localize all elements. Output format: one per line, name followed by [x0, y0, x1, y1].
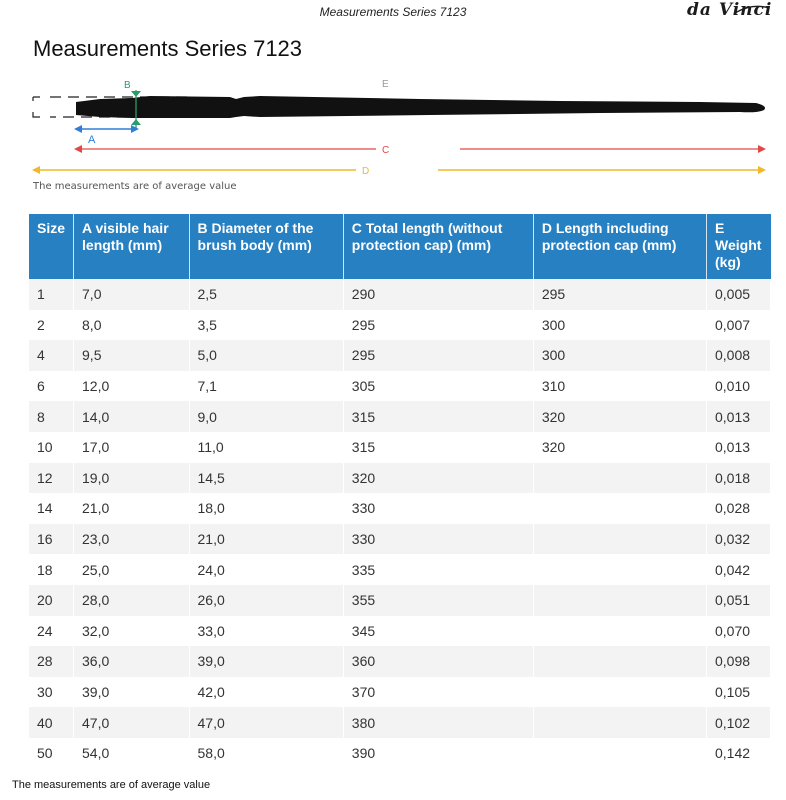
table-cell: 24,0 [189, 554, 343, 585]
table-cell: 23,0 [74, 524, 189, 555]
table-cell: 0,051 [707, 585, 771, 616]
table-cell: 50 [29, 738, 74, 769]
table-row [29, 371, 771, 402]
table-cell: 24 [29, 616, 74, 647]
table-cell: 0,142 [707, 738, 771, 769]
table-row [29, 646, 771, 677]
table-cell: 21,0 [189, 524, 343, 555]
table-cell: 9,0 [189, 401, 343, 432]
table-cell [533, 493, 706, 524]
table-row [29, 554, 771, 585]
table-cell: 0,007 [707, 310, 771, 341]
table-cell: 6 [29, 371, 74, 402]
table-row [29, 585, 771, 616]
table-cell: 295 [533, 279, 706, 310]
label-d: D [362, 166, 370, 177]
table-cell: 310 [533, 371, 706, 402]
table-cell: 1 [29, 279, 74, 310]
table-cell: 17,0 [74, 432, 189, 463]
table-row [29, 401, 771, 432]
table-cell: 19,0 [74, 463, 189, 494]
brand-logo: da Vinci [687, 0, 773, 20]
table-row [29, 738, 771, 769]
table-cell: 18,0 [189, 493, 343, 524]
table-cell [533, 463, 706, 494]
table-row [29, 310, 771, 341]
table-cell: 30 [29, 677, 74, 708]
table-cell: 0,070 [707, 616, 771, 647]
table-cell: 355 [343, 585, 533, 616]
table-cell: 300 [533, 310, 706, 341]
dimension-d-arrow [32, 166, 766, 174]
table-cell [533, 738, 706, 769]
table-cell: 8,0 [74, 310, 189, 341]
column-header: B Diameter of the brush body (mm) [189, 214, 343, 279]
table-cell: 320 [533, 432, 706, 463]
table-row [29, 432, 771, 463]
table-cell: 54,0 [74, 738, 189, 769]
table-cell: 36,0 [74, 646, 189, 677]
table-row [29, 340, 771, 371]
table-cell: 295 [343, 340, 533, 371]
table-cell: 32,0 [74, 616, 189, 647]
column-header: D Length including protection cap (mm) [533, 214, 706, 279]
table-cell: 14,0 [74, 401, 189, 432]
table-cell: 14,5 [189, 463, 343, 494]
measurements-table [29, 214, 771, 769]
table-cell: 47,0 [74, 707, 189, 738]
column-header: C Total length (without protection cap) (mm) [343, 214, 533, 279]
dimension-a-arrow [74, 125, 139, 133]
table-cell: 0,013 [707, 432, 771, 463]
table-cell: 0,018 [707, 463, 771, 494]
table-row [29, 463, 771, 494]
dimension-c-arrow [74, 145, 766, 153]
table-cell: 10 [29, 432, 74, 463]
table-cell: 315 [343, 401, 533, 432]
table-cell: 12,0 [74, 371, 189, 402]
table-row [29, 279, 771, 310]
table-cell: 320 [533, 401, 706, 432]
table-cell: 320 [343, 463, 533, 494]
table-cell: 315 [343, 432, 533, 463]
table-cell: 0,042 [707, 554, 771, 585]
table-cell: 39,0 [74, 677, 189, 708]
footer-note: The measurements are of average value [12, 779, 211, 791]
table-cell: 58,0 [189, 738, 343, 769]
table-cell: 390 [343, 738, 533, 769]
column-header: E Weight (kg) [707, 214, 771, 279]
table-cell: 4 [29, 340, 74, 371]
table-cell: 0,032 [707, 524, 771, 555]
table-cell: 5,0 [189, 340, 343, 371]
table-row [29, 524, 771, 555]
table-cell: 25,0 [74, 554, 189, 585]
header-title: Measurements Series 7123 [319, 5, 467, 19]
table-cell: 330 [343, 524, 533, 555]
label-a: A [88, 134, 96, 146]
table-cell: 7,0 [74, 279, 189, 310]
table-cell: 0,010 [707, 371, 771, 402]
table-row [29, 616, 771, 647]
table-cell: 8 [29, 401, 74, 432]
table-cell: 0,008 [707, 340, 771, 371]
table-row [29, 493, 771, 524]
table-cell: 40 [29, 707, 74, 738]
label-e: E [382, 79, 389, 90]
table-cell: 33,0 [189, 616, 343, 647]
label-c: C [382, 145, 390, 156]
table-cell: 0,102 [707, 707, 771, 738]
table-cell: 26,0 [189, 585, 343, 616]
table-cell: 370 [343, 677, 533, 708]
table-cell: 0,098 [707, 646, 771, 677]
table-cell: 7,1 [189, 371, 343, 402]
diagram-note: The measurements are of average value [33, 181, 237, 192]
table-cell: 305 [343, 371, 533, 402]
table-cell: 2 [29, 310, 74, 341]
table-cell: 12 [29, 463, 74, 494]
table-cell: 2,5 [189, 279, 343, 310]
brush-silhouette [76, 96, 765, 118]
table-cell: 335 [343, 554, 533, 585]
table-row [29, 677, 771, 708]
table-cell [533, 585, 706, 616]
table-cell: 3,5 [189, 310, 343, 341]
label-b: B [124, 80, 131, 91]
table-cell [533, 524, 706, 555]
table-cell: 39,0 [189, 646, 343, 677]
table-cell: 9,5 [74, 340, 189, 371]
table-cell: 0,005 [707, 279, 771, 310]
table-cell: 18 [29, 554, 74, 585]
table-cell: 28 [29, 646, 74, 677]
table-cell: 16 [29, 524, 74, 555]
table-cell: 295 [343, 310, 533, 341]
table-cell [533, 616, 706, 647]
table-cell: 360 [343, 646, 533, 677]
table-cell: 0,013 [707, 401, 771, 432]
table-cell [533, 554, 706, 585]
table-cell: 0,105 [707, 677, 771, 708]
page-title: Measurements Series 7123 [33, 36, 303, 61]
column-header: A visible hair length (mm) [74, 214, 189, 279]
table-cell: 28,0 [74, 585, 189, 616]
table-cell: 42,0 [189, 677, 343, 708]
table-row [29, 707, 771, 738]
table-cell: 290 [343, 279, 533, 310]
table-cell: 330 [343, 493, 533, 524]
table-cell [533, 677, 706, 708]
table-cell: 345 [343, 616, 533, 647]
table-cell [533, 646, 706, 677]
logo-swoosh-icon [734, 5, 770, 15]
table-cell: 11,0 [189, 432, 343, 463]
table-cell: 21,0 [74, 493, 189, 524]
table-cell: 0,028 [707, 493, 771, 524]
table-cell: 20 [29, 585, 74, 616]
table-cell [533, 707, 706, 738]
column-header: Size [29, 214, 74, 279]
brush-measurement-diagram [0, 70, 786, 180]
table-cell: 300 [533, 340, 706, 371]
table-cell: 380 [343, 707, 533, 738]
table-cell: 47,0 [189, 707, 343, 738]
table-cell: 14 [29, 493, 74, 524]
table-body [29, 279, 771, 769]
table-header-row [29, 214, 771, 279]
